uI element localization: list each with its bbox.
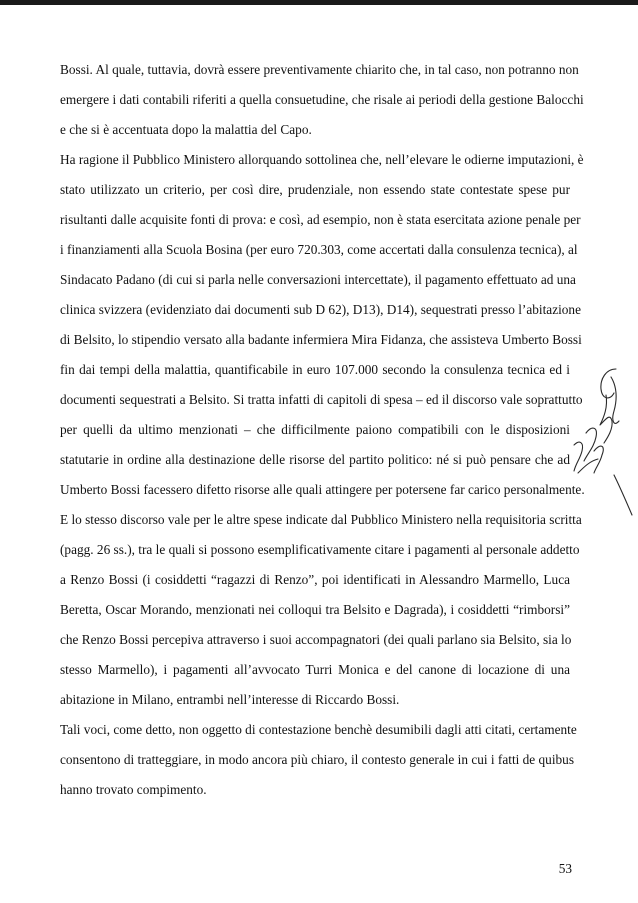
text-line: stesso Marmello), i pagamenti all’avvocato Turri Monica e del canone di locazione di una: [60, 662, 570, 677]
text-line: emergere i dati contabili riferiti a quella consuetudine, che risale ai periodi della gestione Balocchi: [60, 92, 584, 107]
text-line: Sindacato Padano (di cui si parla nelle conversazioni intercettate), il pagamento effettuato ad una: [60, 272, 576, 287]
text-line: che Renzo Bossi percepiva attraverso i suoi accompagnatori (dei quali parlano sia Belsito, sia lo: [60, 632, 572, 647]
text-line: di Belsito, lo stipendio versato alla badante infermiera Mira Fidanza, che assisteva Umberto Bossi: [60, 332, 582, 347]
text-line: statutarie in ordine alla destinazione delle risorse del partito politico: né si può pensare che ad: [60, 452, 570, 467]
text-line: clinica svizzera (evidenziato dai documenti sub D 62), D13), D14), sequestrati presso l’abitazione: [60, 302, 581, 317]
text-line: documenti sequestrati a Belsito. Si tratta infatti di capitoli di spesa – ed il discorso vale soprattutto: [60, 392, 583, 407]
text-line: consentono di tratteggiare, in modo ancora più chiaro, il contesto generale in cui i fatti de quibus: [60, 752, 574, 767]
text-line: Tali voci, come detto, non oggetto di contestazione benchè desumibili dagli atti citati, certamente: [60, 722, 577, 737]
page-number: 53: [558, 861, 572, 876]
text-line: Bossi. Al quale, tuttavia, dovrà essere preventivamente chiarito che, in tal caso, non potranno non: [60, 62, 579, 77]
text-line: E lo stesso discorso vale per le altre spese indicate dal Pubblico Ministero nella requisitoria scritta: [60, 512, 582, 527]
text-line: Umberto Bossi facessero difetto risorse alle quali attingere per potersene far carico personalmente.: [60, 482, 585, 497]
text-line: stato utilizzato un criterio, per così dire, prudenziale, non essendo state contestate spese pur: [60, 182, 570, 197]
text-line: Ha ragione il Pubblico Ministero allorquando sottolinea che, nell’elevare le odierne imputazioni, è: [60, 152, 584, 167]
text-line: risultanti dalle acquisite fonti di prova: e così, ad esempio, non è stata esercitata azione penale per: [60, 212, 581, 227]
text-line: (pagg. 26 ss.), tra le quali si possono esemplificativamente citare i pagamenti al personale addetto: [60, 542, 580, 557]
text-line: a Renzo Bossi (i cosiddetti “ragazzi di Renzo”, poi identificati in Alessandro Marmello, Luca: [60, 572, 570, 587]
text-line: i finanziamenti alla Scuola Bosina (per euro 720.303, come accertati dalla consulenza tecnica), al: [60, 242, 578, 257]
handwritten-signature: [570, 355, 636, 520]
text-line: Beretta, Oscar Morando, menzionati nei colloqui tra Belsito e Dagrada), i cosiddetti “rimborsi”: [60, 602, 570, 617]
text-line: e che si è accentuata dopo la malattia del Capo.: [60, 122, 312, 137]
text-line: fin dai tempi della malattia, quantificabile in euro 107.000 secondo la consulenza tecnica ed i: [60, 362, 570, 377]
text-line: abitazione in Milano, entrambi nell’interesse di Riccardo Bossi.: [60, 692, 400, 707]
text-line: hanno trovato compimento.: [60, 782, 207, 797]
text-line: per quelli da ultimo menzionati – che difficilmente paiono compatibili con le disposizioni: [60, 422, 570, 437]
top-border-rule: [0, 0, 638, 5]
